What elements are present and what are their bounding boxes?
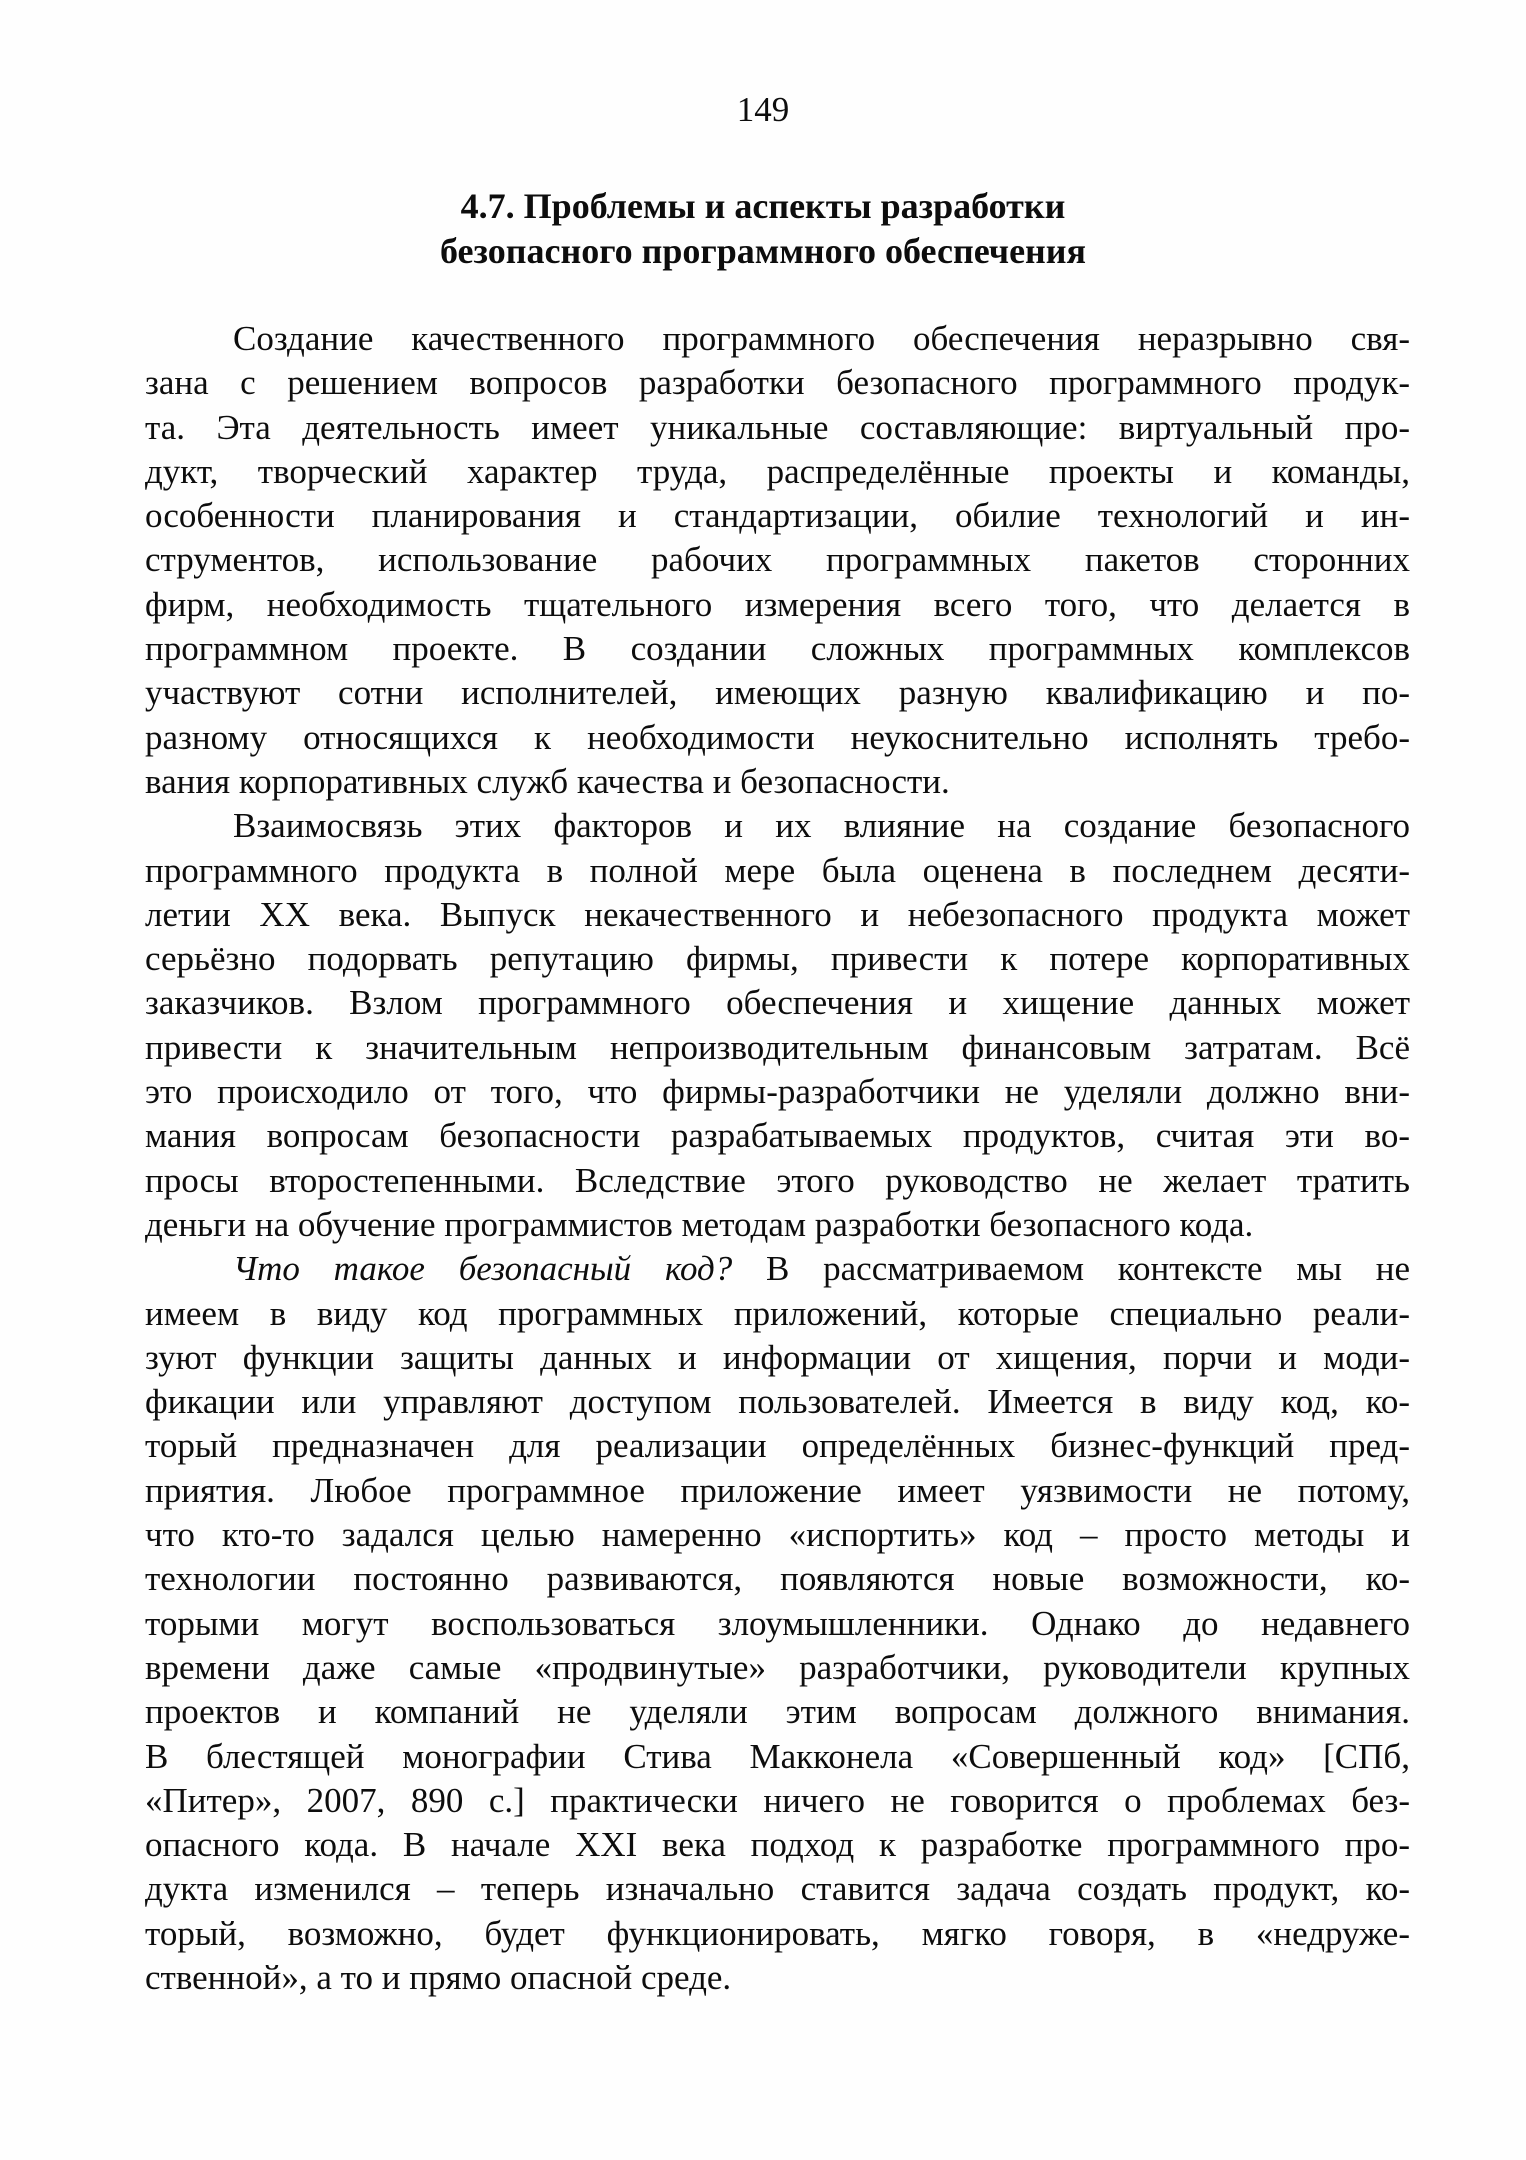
text-line: что кто-то задался целью намеренно «испортить» код – просто методы и: [145, 1515, 1410, 1555]
text-line: [145, 1247, 1410, 1291]
text-line: особенности планирования и стандартизации, обилие технологий и ин-: [145, 496, 1410, 536]
paragraph: [145, 1247, 1410, 2000]
text-line: программного продукта в полной мере была оценена в последнем десяти-: [145, 850, 1410, 890]
text-line: участвуют сотни исполнителей, имеющих разную квалификацию и по-: [145, 673, 1410, 713]
text-segment: В рассматриваемом контексте мы не: [732, 1249, 1411, 1289]
text-line: опасного кода. В начале XXI века подход к разработке программного про-: [145, 1825, 1410, 1865]
text-line: фикации или управляют доступом пользователей. Имеется в виду код, ко-: [145, 1382, 1410, 1422]
section-heading: [0, 184, 1526, 274]
section-heading-line-1: 4.7. Проблемы и аспекты разработки: [460, 186, 1066, 226]
text-line: мания вопросам безопасности разрабатываемых продуктов, считая эти во-: [145, 1116, 1410, 1156]
text-line: ственной», а то и прямо опасной среде.: [145, 1957, 732, 1997]
text-line: Взаимосвязь этих факторов и их влияние на создание безопасного: [233, 806, 1410, 846]
text-line: «Питер», 2007, 890 с.] практически ничего не говорится о проблемах без-: [145, 1780, 1410, 1820]
text-line: программном проекте. В создании сложных программных комплексов: [145, 629, 1410, 669]
text-line: привести к значительным непроизводительным финансовым затратам. Всё: [145, 1027, 1410, 1067]
text-line: заказчиков. Взлом программного обеспечения и хищение данных может: [145, 983, 1410, 1023]
text-line: торый, возможно, будет функционировать, мягко говоря, в «недруже-: [145, 1913, 1410, 1953]
text-line: дукта изменился – теперь изначально ставится задача создать продукт, ко-: [145, 1869, 1410, 1909]
text-line: просы второстепенными. Вследствие этого руководство не желает тратить: [145, 1160, 1410, 1200]
body-text: [145, 317, 1410, 2000]
text-line: зуют функции защиты данных и информации от хищения, порчи и моди-: [145, 1337, 1410, 1377]
text-line: торыми могут воспользоваться злоумышленники. Однако до недавнего: [145, 1603, 1410, 1643]
text-line: фирм, необходимость тщательного измерения всего того, что делается в: [145, 584, 1410, 624]
paragraph: [145, 317, 1410, 804]
text-line: серьёзно подорвать репутацию фирмы, привести к потере корпоративных: [145, 939, 1410, 979]
section-heading-line-2: безопасного программного обеспечения: [439, 231, 1087, 271]
text-line: проектов и компаний не уделяли этим вопросам должного внимания.: [145, 1692, 1410, 1732]
text-line: торый предназначен для реализации определённых бизнес-функций пред-: [145, 1426, 1410, 1466]
text-line: это происходило от того, что фирмы-разработчики не уделяли должно вни-: [145, 1072, 1410, 1112]
text-line: летии XX века. Выпуск некачественного и небезопасного продукта может: [145, 894, 1410, 934]
text-line: Создание качественного программного обеспечения неразрывно свя-: [233, 319, 1410, 358]
text-line: времени даже самые «продвинутые» разработчики, руководители крупных: [145, 1647, 1410, 1687]
text-line: деньги на обучение программистов методам разработки безопасного кода.: [145, 1204, 1254, 1244]
text-line: В блестящей монографии Стива Макконела «Совершенный код» [СПб,: [145, 1736, 1410, 1776]
text-line: струментов, использование рабочих программных пакетов сторонних: [145, 540, 1410, 580]
text-line: имеем в виду код программных приложений, которые специально реали-: [145, 1293, 1410, 1333]
text-line: приятия. Любое программное приложение имеет уязвимости не потому,: [145, 1470, 1410, 1510]
text-line: зана с решением вопросов разработки безопасного программного продук-: [145, 363, 1410, 403]
italic-phrase: Что такое безопасный код?: [233, 1249, 733, 1289]
text-line: та. Эта деятельность имеет уникальные составляющие: виртуальный про-: [145, 407, 1410, 447]
text-line: технологии постоянно развиваются, появляются новые возможности, ко-: [145, 1559, 1410, 1599]
text-line: дукт, творческий характер труда, распределённые проекты и команды,: [145, 451, 1410, 491]
paragraph: [145, 804, 1410, 1247]
text-line: вания корпоративных служб качества и безопасности.: [145, 761, 950, 801]
page-number: 149: [736, 90, 790, 129]
text-line: разному относящихся к необходимости неукоснительно исполнять требо-: [145, 717, 1410, 757]
